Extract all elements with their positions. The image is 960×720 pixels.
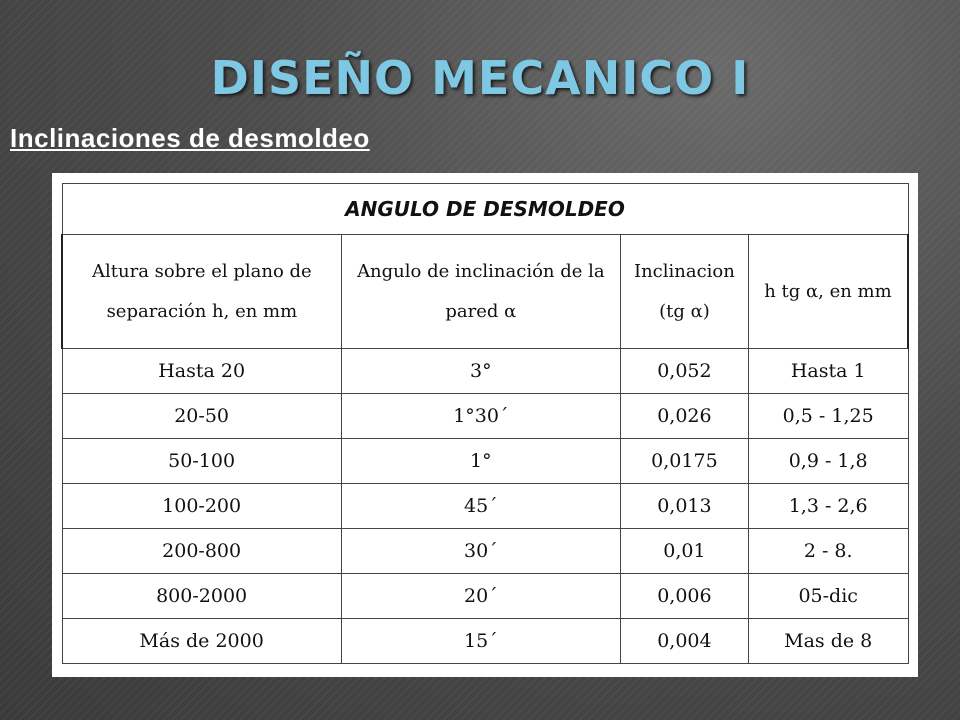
table-cell: 100-200 bbox=[62, 484, 341, 529]
column-header-angle: Angulo de inclinación de la pared α bbox=[341, 235, 620, 349]
table-cell: 20´ bbox=[341, 574, 620, 619]
table-cell: 05-dic bbox=[748, 574, 908, 619]
column-header-height: Altura sobre el plano de separación h, en mm bbox=[62, 235, 341, 349]
table-cell: 1,3 - 2,6 bbox=[748, 484, 908, 529]
table-cell: 0,5 - 1,25 bbox=[748, 394, 908, 439]
table-cell: 1°30´ bbox=[341, 394, 620, 439]
table-cell: 0,0175 bbox=[620, 439, 748, 484]
table-cell: Hasta 20 bbox=[62, 349, 341, 394]
table-cell: 2 - 8. bbox=[748, 529, 908, 574]
table-cell: 50-100 bbox=[62, 439, 341, 484]
table-cell: 0,004 bbox=[620, 619, 748, 664]
table-cell: 45´ bbox=[341, 484, 620, 529]
table-cell: 0,9 - 1,8 bbox=[748, 439, 908, 484]
table-cell: 20-50 bbox=[62, 394, 341, 439]
table-cell: 30´ bbox=[341, 529, 620, 574]
table-row bbox=[62, 394, 908, 439]
slide-title: DISEÑO MECANICO I bbox=[210, 51, 750, 105]
table-cell: 0,013 bbox=[620, 484, 748, 529]
table-cell: 3° bbox=[341, 349, 620, 394]
table-cell: 0,052 bbox=[620, 349, 748, 394]
column-header-htg: h tg α, en mm bbox=[748, 235, 908, 349]
table-row bbox=[62, 349, 908, 394]
table-image-panel bbox=[52, 173, 918, 677]
column-header-inclination: Inclinacion (tg α) bbox=[620, 235, 748, 349]
slide-subtitle: Inclinaciones de desmoldeo bbox=[10, 123, 370, 153]
table-cell: 0,01 bbox=[620, 529, 748, 574]
table-cell: 15´ bbox=[341, 619, 620, 664]
table-row bbox=[62, 484, 908, 529]
table-row bbox=[62, 529, 908, 574]
table-caption: ANGULO DE DESMOLDEO bbox=[62, 184, 908, 235]
table-cell: Hasta 1 bbox=[748, 349, 908, 394]
table-cell: Más de 2000 bbox=[62, 619, 341, 664]
draft-angle-table bbox=[61, 183, 909, 664]
table-cell: Mas de 8 bbox=[748, 619, 908, 664]
table-row bbox=[62, 439, 908, 484]
table-row bbox=[62, 574, 908, 619]
table-cell: 0,026 bbox=[620, 394, 748, 439]
table-row bbox=[62, 619, 908, 664]
table-cell: 1° bbox=[341, 439, 620, 484]
table-cell: 200-800 bbox=[62, 529, 341, 574]
table-cell: 800-2000 bbox=[62, 574, 341, 619]
table-cell: 0,006 bbox=[620, 574, 748, 619]
